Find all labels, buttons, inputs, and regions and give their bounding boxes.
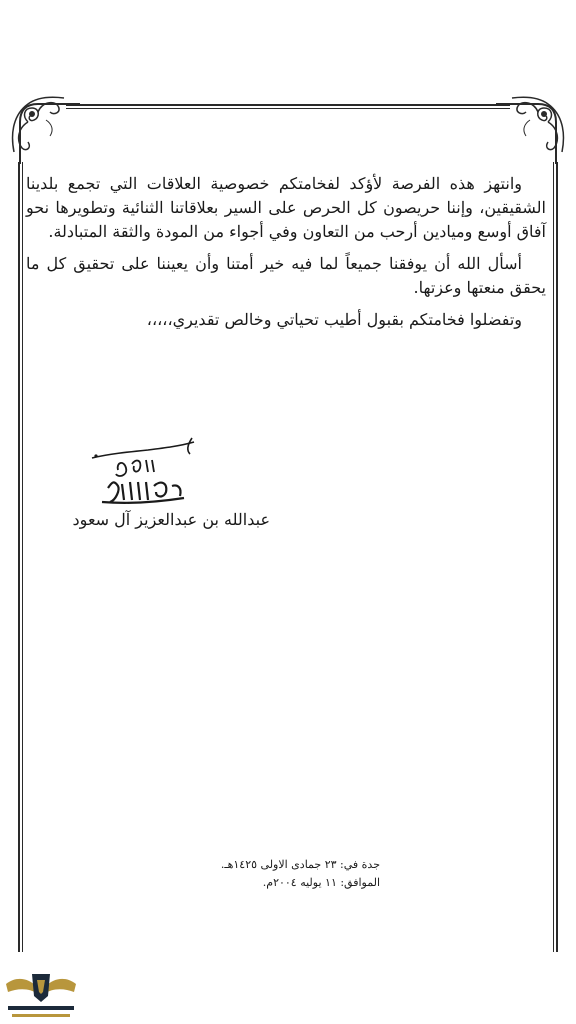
letter-paragraph: أسأل الله أن يوفقنا جميعاً لما فيه خير أمتنا وأن يعيننا على تحقيق كل ما يحقق منعتها وعزتها. bbox=[26, 254, 546, 297]
letter-body bbox=[26, 172, 546, 332]
closing-paragraph: وتفضلوا فخامتكم بقبول أطيب تحياتي وخالص تقديري،،،،، bbox=[146, 310, 522, 329]
signatory-name: عبدالله بن عبدالعزيز آل سعود bbox=[72, 510, 270, 529]
date-block bbox=[221, 856, 380, 892]
frame-border-top bbox=[66, 104, 510, 106]
frame-border-top-inner bbox=[66, 108, 510, 109]
forum-logo-watermark bbox=[2, 966, 80, 1022]
handwritten-signature bbox=[88, 430, 198, 520]
letter-paragraph: وانتهز هذه الفرصة لأؤكد لفخامتكم خصوصية العلاقات التي تجمع بلدينا الشقيقين، وإننا حريصون كل الحرص على السير بعلاقاتنا الثنائية وتطويرها نحو آفاق أوسع وميادين أرحب من التعاون وفي أجواء من المودة والثقة المتبادلة. bbox=[26, 174, 546, 241]
date-gregorian: الموافق: ١١ يوليه ٢٠٠٤م. bbox=[262, 876, 380, 889]
date-hijri: جدة في: ٢٣ جمادى الاولى ١٤٢٥هـ. bbox=[220, 858, 380, 871]
frame-border-right bbox=[556, 162, 558, 952]
ornamental-corner-icon bbox=[496, 92, 568, 164]
frame-border-left-inner bbox=[22, 162, 23, 952]
frame-border-left bbox=[18, 162, 20, 952]
ornamental-corner-icon bbox=[8, 92, 80, 164]
frame-border-right-inner bbox=[553, 162, 554, 952]
